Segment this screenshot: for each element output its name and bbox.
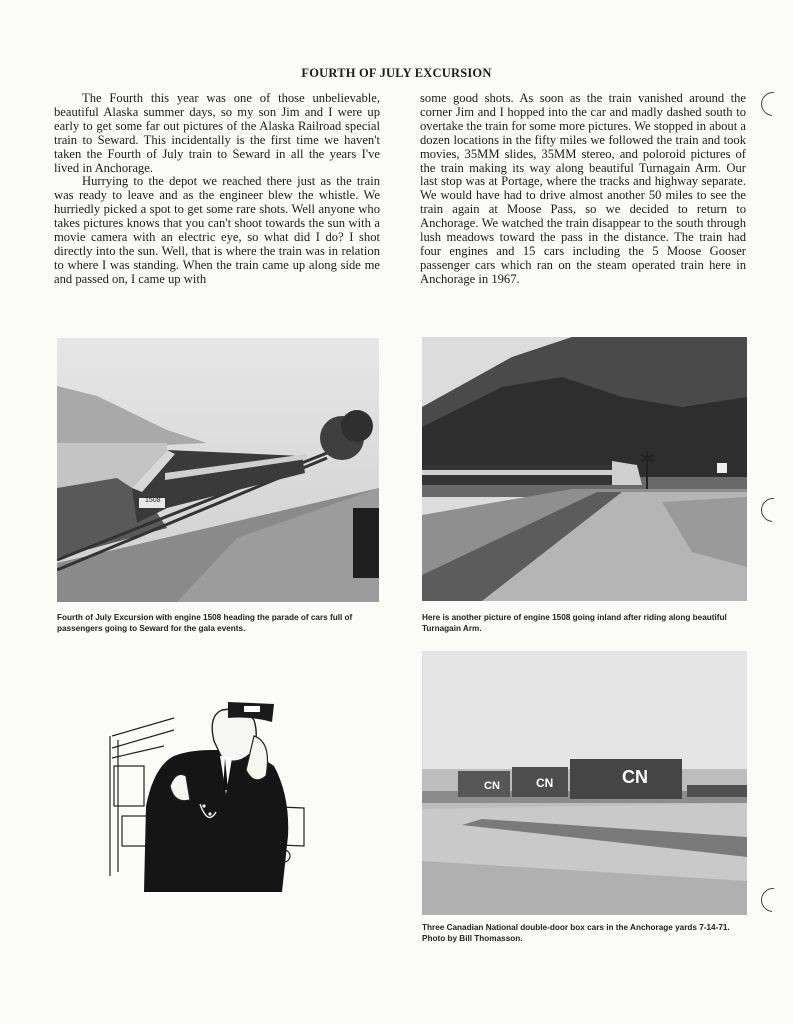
binder-hole-mark bbox=[756, 87, 790, 121]
engine-number-plate: 1508 bbox=[145, 497, 161, 504]
photo-caption: Here is another picture of engine 1508 going inland after riding along beautiful Turnagain Arm. bbox=[422, 613, 727, 633]
photo-train-inland bbox=[422, 337, 747, 601]
cn-logo: CN bbox=[536, 776, 554, 790]
cn-logo: CN bbox=[484, 780, 500, 792]
photo-caption: Three Canadian National double-door box cars in the Anchorage yards 7-14-71. Photo by Bill Thomasson. bbox=[422, 923, 730, 943]
conductor-illustration bbox=[104, 696, 310, 892]
article-paragraph: some good shots. As soon as the train vanished around the corner Jim and I hopped into the car and madly dashed south to overtake the train for some more pictures. We stopped in about a dozen locations in the fifty miles we followed the train and took movies, 35MM slides, 35MM stereo, and poloroid pictures of the train making its way along beautiful Turnagain Arm. Our last stop was at Portage, where the tracks and highway separate. We would have had to drive almost another 50 miles to see the train again at Moose Pass, so we decided to return to Anchorage. We watched the train disappear to the south through lush meadows toward the pass in the distance. The train had four engines and 15 cars including the 5 Moose Gooser passenger cars which ran on the steam operated train here in Anchorage in 1967. bbox=[420, 91, 746, 286]
photo-train-along-arm bbox=[57, 338, 379, 602]
binder-hole-mark bbox=[756, 883, 790, 917]
article-column-right bbox=[420, 92, 746, 287]
article-column-left bbox=[54, 92, 380, 287]
article-paragraph: Hurrying to the depot we reached there just as the train was ready to leave and as the engineer blew the whistle. We hurriedly picked a spot to get some rare shots. Well anyone who takes pictures knows that you can't shoot towards the sun with a movie camera with an electric eye, so what did I do? I shot directly into the sun. Well, that is where the train was in relation to where I was standing. When the train came up along side me and passed on, I came up with bbox=[54, 174, 380, 286]
binder-hole-mark bbox=[756, 493, 790, 527]
cn-logo: CN bbox=[622, 767, 648, 787]
photo-caption: Fourth of July Excursion with engine 1508 heading the parade of cars full of passengers going to Seward for the gala events. bbox=[57, 613, 353, 633]
photo-cn-boxcars bbox=[422, 651, 747, 915]
article-title: FOURTH OF JULY EXCURSION bbox=[301, 66, 492, 80]
article-paragraph: The Fourth this year was one of those unbelievable, beautiful Alaska summer days, so my son Jim and I were up early to get some far out pictures of the Alaska Railroad special train to Seward. This incidentally is the first time we haven't taken the Fourth of July train to Seward in all the years I've lived in Anchorage. bbox=[54, 91, 380, 175]
